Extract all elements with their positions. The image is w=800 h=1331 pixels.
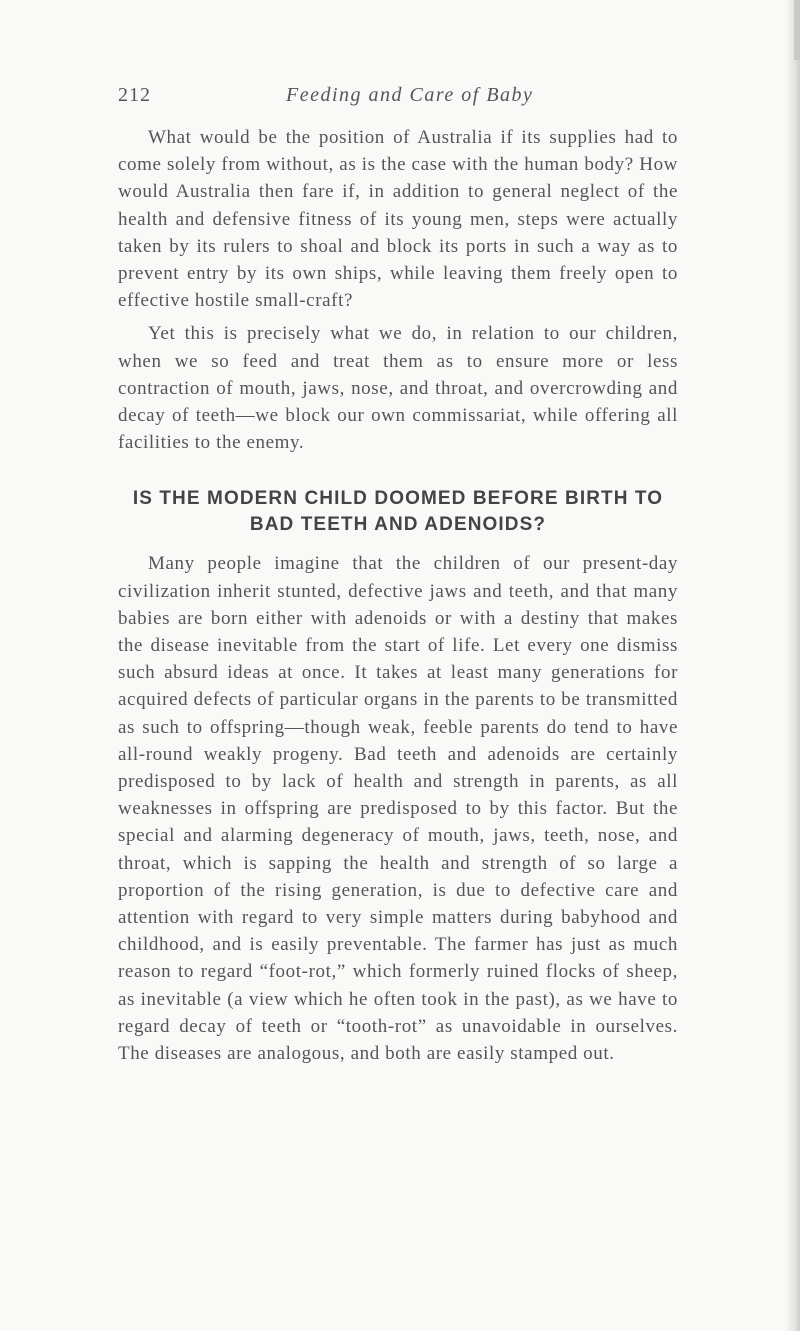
paragraph-australia-analogy: What would be the position of Australia if its supplies had to come solely from without, as is the case with the human body? How would Australia then fare if, in addition to general neglect of the health and defensive fitness of its young men, steps were actually taken by its rulers to shoal and block its ports in such a way as to prevent entry by its own ships, while leaving them freely open to effective hostile small-craft? <box>118 127 678 312</box>
body-text <box>118 124 678 1067</box>
running-title: Feeding and Care of Baby <box>286 84 534 106</box>
page-header <box>118 84 698 118</box>
paragraph-children-commissariat: Yet this is precisely what we do, in relation to our children, when we so feed and treat them as to ensure more or less contraction of mouth, jaws, nose, and throat, and overcrowding and decay of teeth—we block our own commissariat, while offering all facilities to the enemy. <box>118 323 678 454</box>
section-heading: IS THE MODERN CHILD DOOMED BEFORE BIRTH TO BAD TEETH AND ADENOIDS? <box>132 488 664 536</box>
page-edge-shadow <box>786 0 800 1331</box>
paragraph-modern-child: Many people imagine that the children of our present-day civilization inherit stunted, defective jaws and teeth, and that many babies are born either with adenoids or with a destiny that makes the disease inevitable from the start of life. Let every one dismiss such absurd ideas at once. It takes at least many generations for acquired defects of particular organs in the parents to be transmitted as such to offspring—though weak, feeble parents do tend to have all-round weakly progeny. Bad teeth and adenoids are certainly predisposed to by lack of health and strength in parents, as all weaknesses in offspring are predisposed to by this factor. But the special and alarming degeneracy of mouth, jaws, teeth, nose, and throat, which is sapping the health and strength of so large a proportion of the rising generation, is due to defective care and attention with regard to very simple matters during babyhood and childhood, and is easily preventable. The farmer has just as much reason to regard “foot-rot,” which formerly ruined flocks of sheep, as inevitable (a view which he often took in the past), as we have to regard decay of teeth or “tooth-rot” as unavoidable in ourselves. The diseases are analogous, and both are easily stamped out. <box>118 553 678 1065</box>
page-corner-mark <box>794 0 800 60</box>
page-number: 212 <box>118 84 151 106</box>
